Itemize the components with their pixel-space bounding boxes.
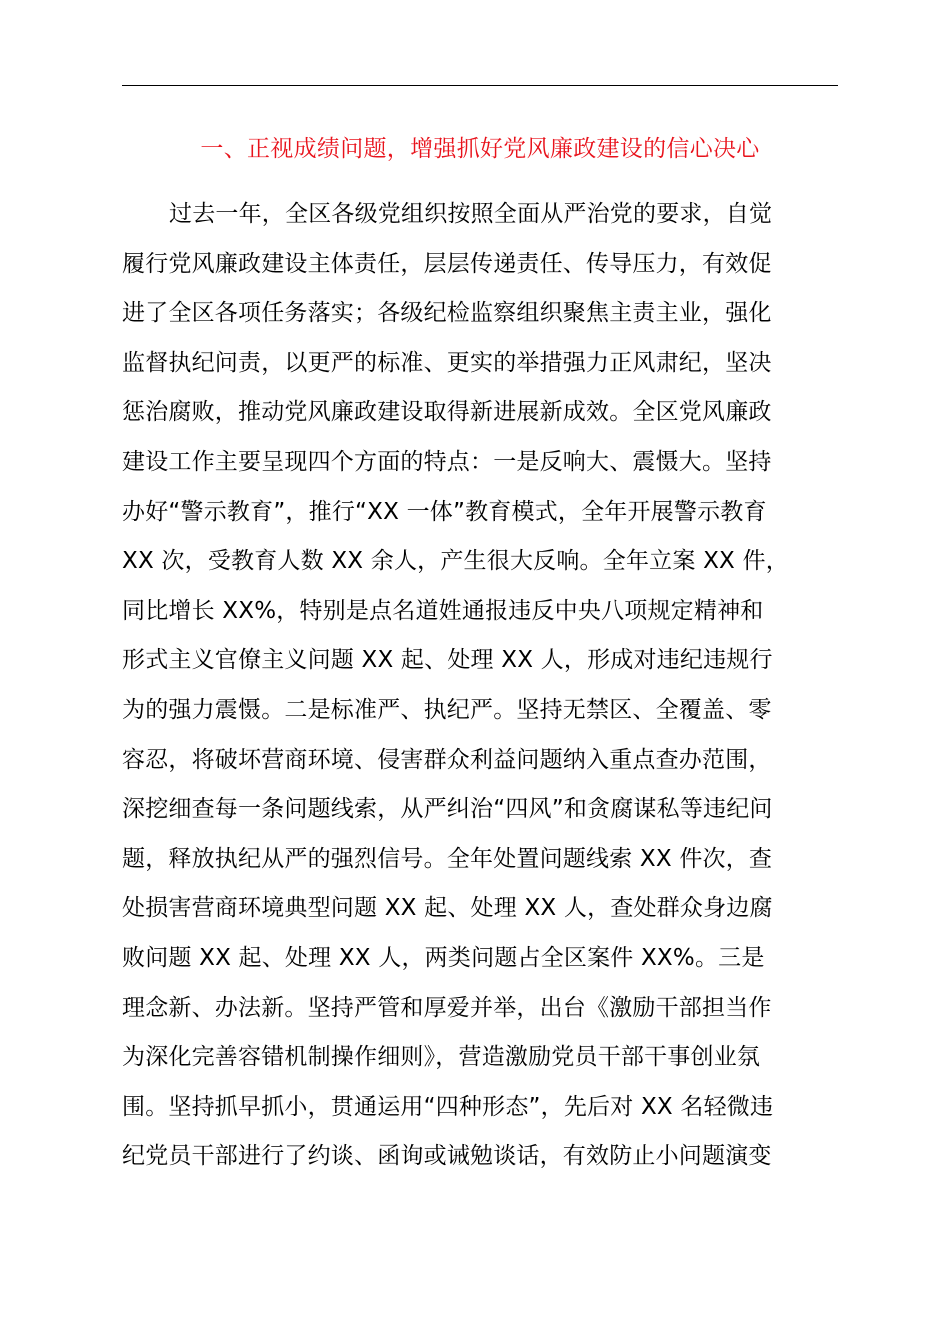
body-line: XX 次，受教育人数 XX 余人，产生很大反响。全年立案 XX 件，	[122, 548, 789, 575]
body-line: 围。坚持抓早抓小，贯通运用“四种形态”，先后对 XX 名轻微违	[122, 1093, 774, 1120]
body-line: 纪党员干部进行了约谈、函询或诫勉谈话，有效防止小问题演变	[122, 1143, 772, 1170]
body-line: 履行党风廉政建设主体责任，层层传递责任、传导压力，有效促	[122, 250, 772, 277]
body-line: 惩治腐败，推动党风廉政建设取得新进展新成效。全区党风廉政	[122, 399, 772, 426]
header-rule	[122, 85, 838, 86]
body-line: 深挖细查每一条问题线索，从严纠治“四风”和贪腐谋私等违纪问	[122, 796, 773, 823]
body-line: 过去一年，全区各级党组织按照全面从严治党的要求，自觉	[169, 201, 773, 227]
body-line: 为深化完善容错机制操作细则》，营造激励党员干部干事创业氛	[122, 1044, 761, 1071]
body-line: 题，释放执纪从严的强烈信号。全年处置问题线索 XX 件次，查	[122, 845, 773, 872]
body-line: 形式主义官僚主义问题 XX 起、处理 XX 人，形成对违纪违规行	[122, 647, 773, 674]
body-line: 为的强力震慑。二是标准严、执纪严。坚持无禁区、全覆盖、零	[122, 696, 772, 723]
body-line: 理念新、办法新。坚持严管和厚爱并举，出台《激励干部担当作	[122, 994, 772, 1021]
body-line: 处损害营商环境典型问题 XX 起、处理 XX 人，查处群众身边腐	[122, 895, 773, 922]
body-line: 同比增长 XX%，特别是点名道姓通报违反中央八项规定精神和	[122, 597, 764, 624]
body-line: 监督执纪问责，以更严的标准、更实的举措强力正风肃纪，坚决	[122, 349, 772, 376]
body-line: 败问题 XX 起、处理 XX 人，两类问题占全区案件 XX%。三是	[122, 944, 765, 971]
section-heading: 一、正视成绩问题，增强抓好党风廉政建设的信心决心	[200, 136, 760, 162]
body-line: 进了全区各项任务落实；各级纪检监察组织聚焦主责主业，强化	[122, 300, 772, 327]
body-paragraph	[122, 190, 862, 1182]
body-line: 容忍，将破坏营商环境、侵害群众利益问题纳入重点查办范围，	[122, 746, 772, 773]
body-line: 办好“警示教育”，推行“XX 一体”教育模式，全年开展警示教育	[122, 498, 767, 525]
body-line: 建设工作主要呈现四个方面的特点：一是反响大、震慑大。坚持	[122, 448, 772, 475]
